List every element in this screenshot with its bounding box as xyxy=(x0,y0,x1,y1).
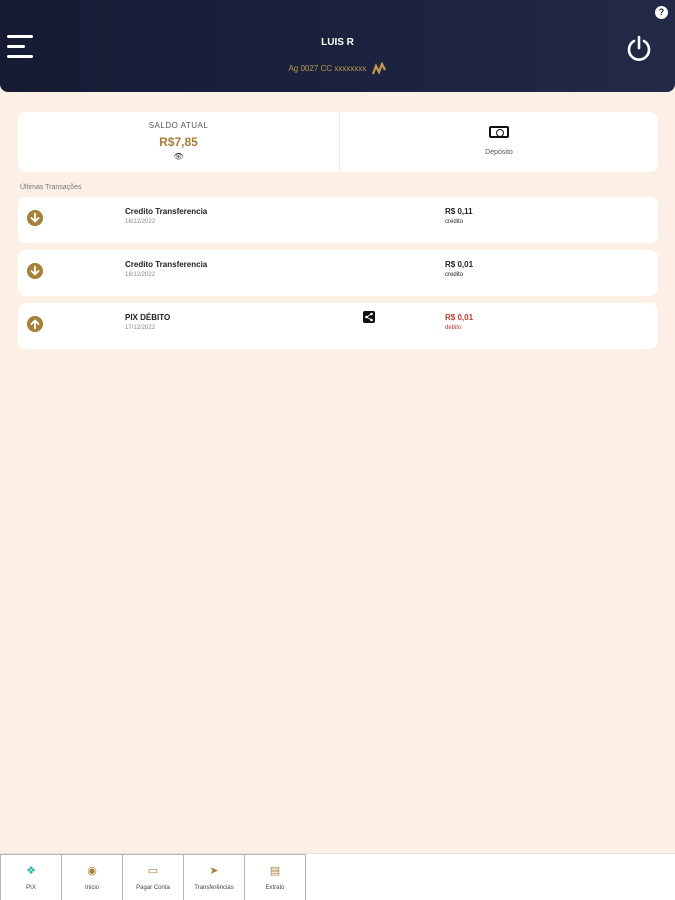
account-number: Ag 0027 CC xxxxxxxx xyxy=(288,64,367,74)
share-icon[interactable] xyxy=(363,311,375,323)
transaction-row[interactable] xyxy=(18,197,658,243)
transaction-type: debito xyxy=(445,325,462,331)
help-icon[interactable]: ? xyxy=(655,6,668,19)
tab-inicio[interactable] xyxy=(61,854,123,900)
eye-toggle-icon[interactable] xyxy=(371,62,387,76)
bottom-tab-bar xyxy=(0,853,675,900)
transaction-description: Credito Transferencia xyxy=(125,260,208,269)
transaction-amount: R$ 0,01 xyxy=(445,260,474,269)
transaction-amount: R$ 0,01 xyxy=(445,313,474,322)
tab-pagar-conta[interactable] xyxy=(122,854,184,900)
deposit-label: Depósito xyxy=(485,149,513,156)
barcode-icon: ▭ xyxy=(147,865,159,877)
account-info xyxy=(0,62,675,76)
balance-card xyxy=(18,112,658,172)
transaction-amount: R$ 0,11 xyxy=(445,207,473,216)
tab-transferencias[interactable] xyxy=(183,854,245,900)
arrow-down-icon xyxy=(27,210,43,226)
pix-icon: ❖ xyxy=(26,865,36,877)
document-icon: ▤ xyxy=(269,865,281,877)
transaction-description: Credito Transferencia xyxy=(125,207,208,216)
balance-value: R$7,85 xyxy=(159,135,198,149)
tab-label: Transferências xyxy=(194,885,234,891)
tab-label: Extrato xyxy=(265,885,285,891)
tab-pix[interactable] xyxy=(0,854,62,900)
power-icon[interactable] xyxy=(625,35,653,63)
tab-label: Pagar Conta xyxy=(136,885,170,891)
send-icon: ➤ xyxy=(209,865,219,877)
transaction-date: 18/12/2022 xyxy=(125,272,156,278)
deposit-button[interactable] xyxy=(340,112,658,172)
transaction-type: credito xyxy=(445,272,464,278)
balance-visibility-icon[interactable]: 👁 xyxy=(173,152,184,161)
balance-label: SALDO ATUAL xyxy=(148,121,209,130)
transaction-row[interactable] xyxy=(18,250,658,296)
tab-extrato[interactable] xyxy=(244,854,306,900)
user-name: LUIS R xyxy=(321,37,354,48)
transactions-title: Últimas Transações xyxy=(20,184,82,191)
arrow-up-icon xyxy=(27,316,43,332)
arrow-down-icon xyxy=(27,263,43,279)
transaction-date: 18/12/2022 xyxy=(125,219,156,225)
app-header xyxy=(0,0,675,92)
tab-label: Inicio xyxy=(84,885,99,891)
transaction-date: 17/12/2022 xyxy=(125,325,156,331)
home-icon: ◉ xyxy=(87,865,97,877)
tab-label: PIX xyxy=(26,885,36,891)
balance-section xyxy=(18,112,340,172)
money-icon xyxy=(489,126,509,138)
transaction-type: credito xyxy=(445,219,464,225)
transaction-description: PIX DÉBITO xyxy=(125,313,171,322)
transaction-row[interactable] xyxy=(18,303,658,349)
